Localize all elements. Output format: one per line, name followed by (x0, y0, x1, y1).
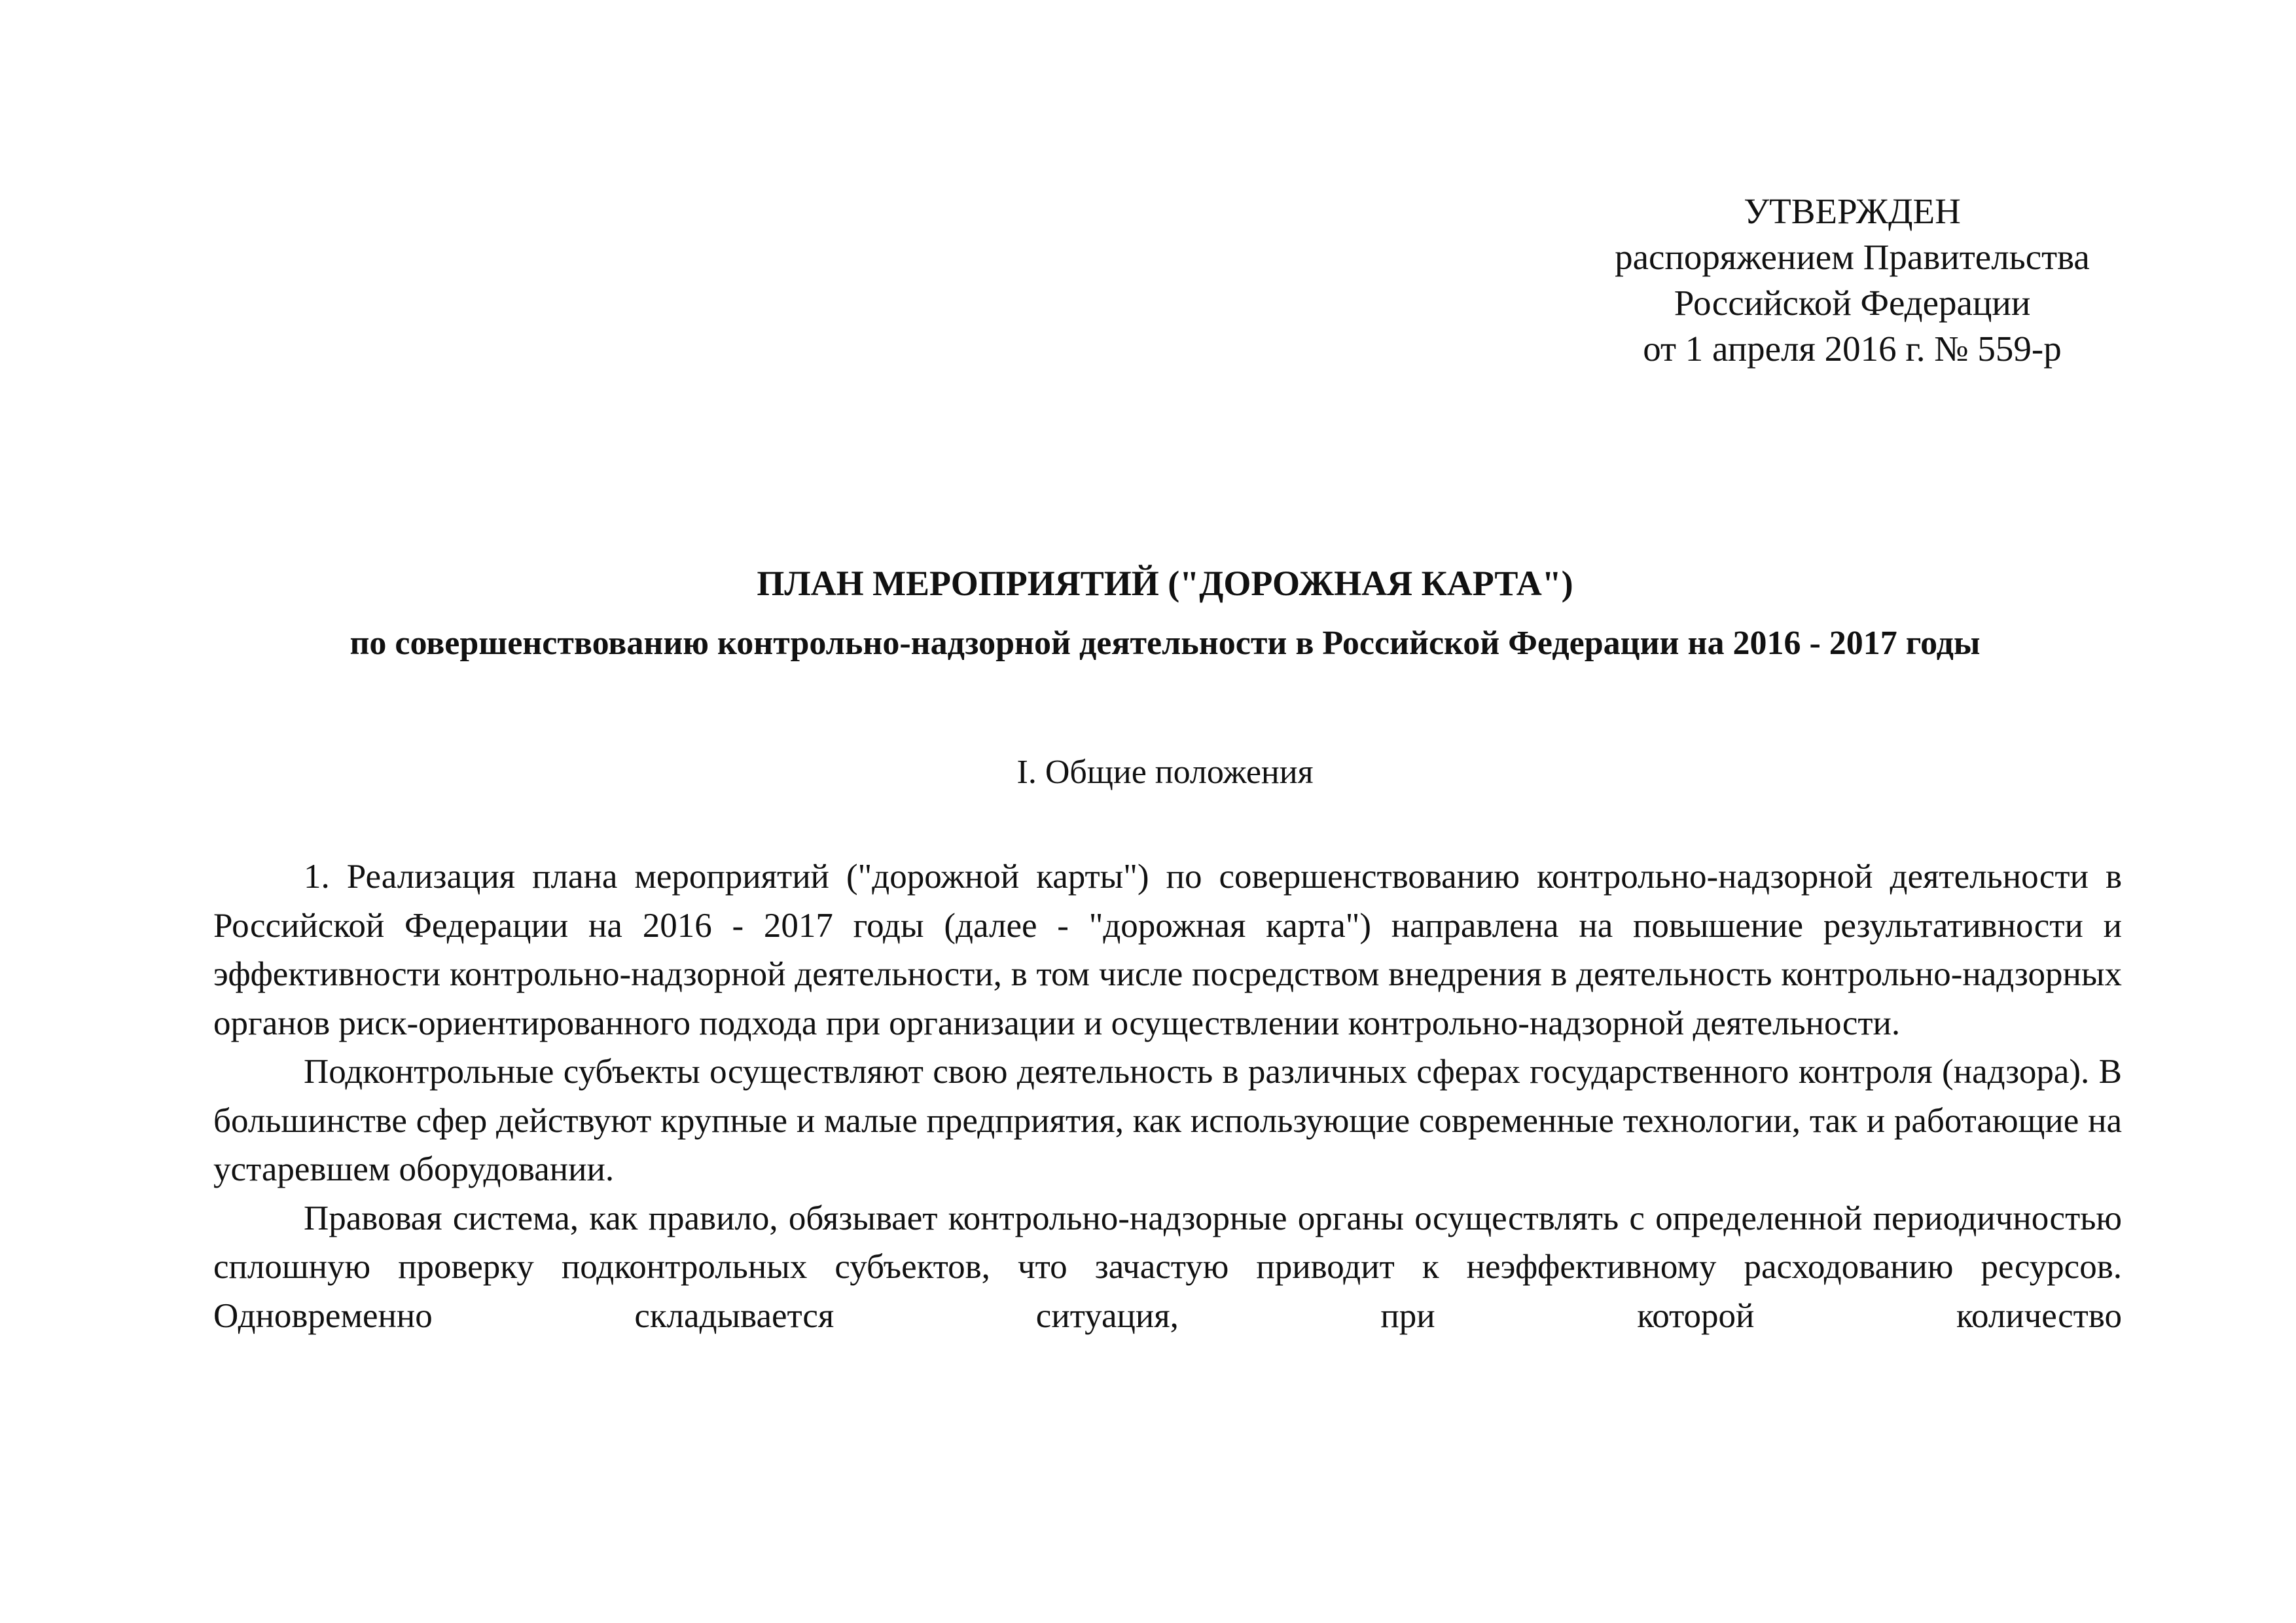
body-text (213, 852, 2122, 1340)
paragraph: Правовая система, как правило, обязывает контрольно-надзорные органы осуществлять с определенной периодичностью сплошную проверку подконтрольных субъектов, что зачастую приводит к неэффективному расходованию ресурсов. Одновременно складывается ситуация, при которой количество (213, 1199, 2122, 1335)
section-heading: I. Общие положения (1016, 754, 1314, 791)
paragraph: Подконтрольные субъекты осуществляют свою деятельность в различных сферах государственного контроля (надзора). В большинстве сфер действуют крупные и малые предприятия, как использующие современные технологии, так и работающие на устаревшем оборудовании. (213, 1053, 2122, 1188)
document-title: ПЛАН МЕРОПРИЯТИЙ ("ДОРОЖНАЯ КАРТА") (757, 564, 1573, 603)
approval-stamp (1558, 189, 2147, 372)
approval-line-approved: УТВЕРЖДЕН (1744, 191, 1961, 231)
document-subtitle: по совершенствованию контрольно-надзорной деятельности в Российской Федерации на 2016 - 2017 годы (350, 625, 1981, 662)
paragraph: 1. Реализация плана мероприятий ("дорожной карты") по совершенствованию контрольно-надзорной деятельности в Российской Федерации на 2016 - 2017 годы (далее - "дорожная карта") направлена на повышение результативности и эффективности контрольно-надзорной деятельности, в том числе посредством внедрения в деятельность контрольно-надзорных органов риск-ориентированного подхода при организации и осуществлении контрольно-надзорной деятельности. (213, 858, 2122, 1042)
approval-line-order: распоряжением Правительства (1615, 237, 2090, 277)
approval-line-date-number: от 1 апреля 2016 г. № 559-р (1643, 329, 2062, 369)
approval-line-federation: Российской Федерации (1674, 283, 2031, 323)
